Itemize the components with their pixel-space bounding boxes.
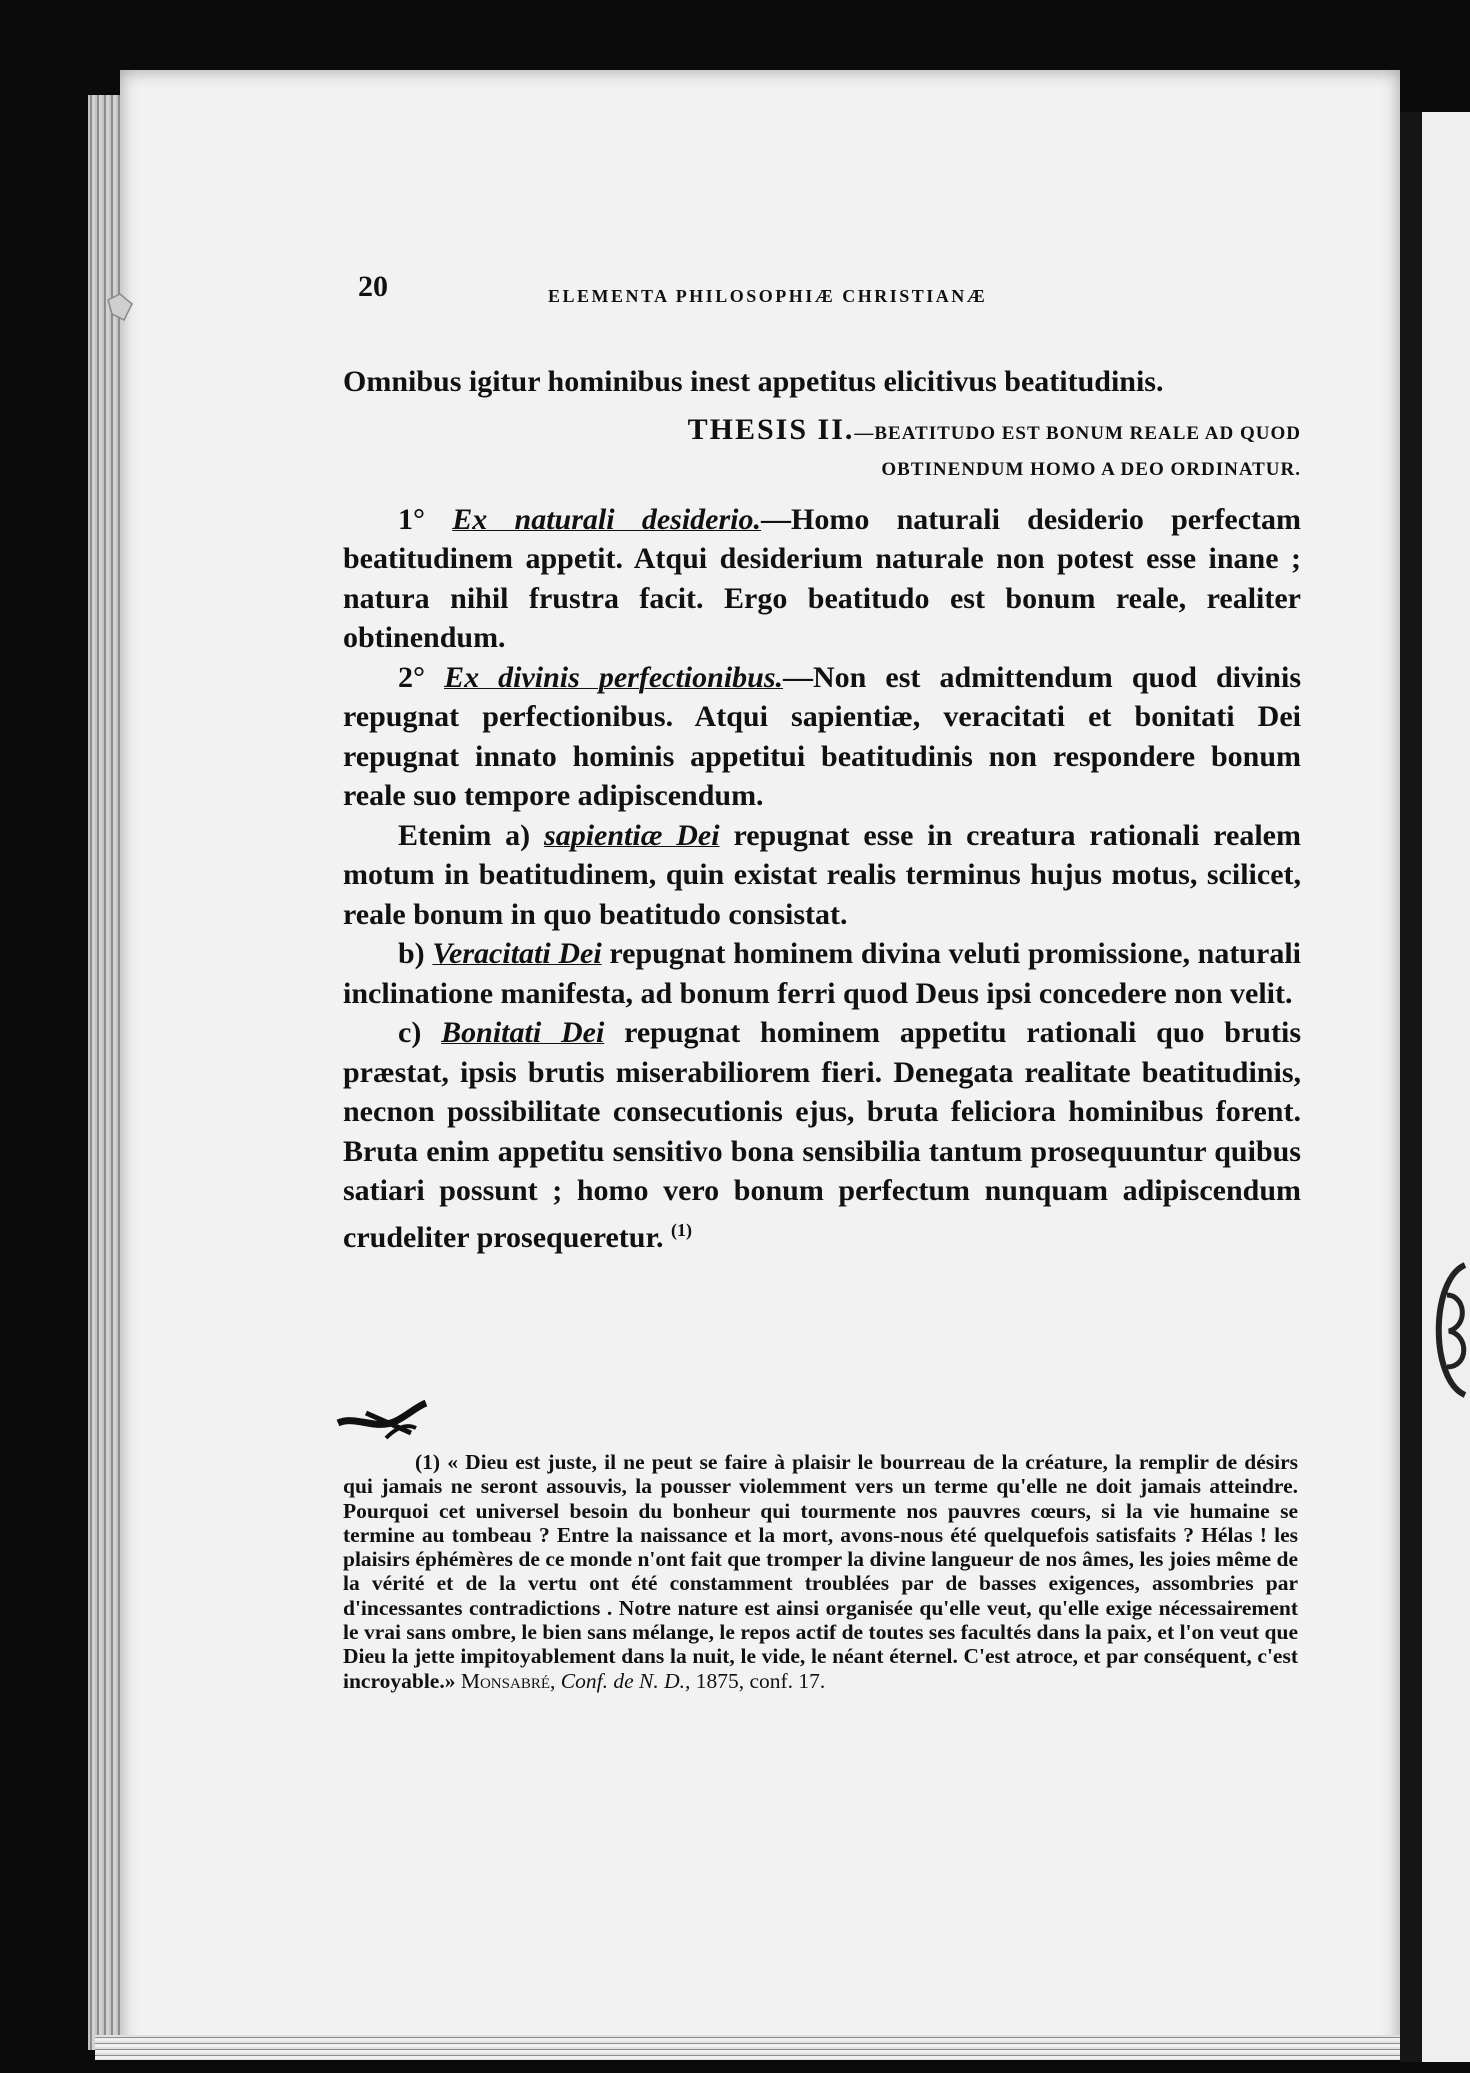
footnote-source-rest: 1875, conf. 17. xyxy=(695,1668,826,1693)
subargument-text-a: repugnat esse in creatura rationali realem motum in beatitudinem, quin existat realis terminus hujus motus, scilicet, reale bonum in quo beatitudo consistat. xyxy=(343,818,1301,931)
subargument-paragraph-c xyxy=(343,1013,1301,1257)
running-head xyxy=(343,270,1301,310)
running-title: ELEMENTA PHILOSOPHIÆ CHRISTIANÆ xyxy=(548,286,988,306)
footnote xyxy=(343,1450,1298,1693)
argument-number-2: 2° xyxy=(398,660,425,694)
scan-artifact-icon xyxy=(104,290,138,324)
facing-page-letter-fragment xyxy=(1425,1255,1470,1405)
argument-title-1: Ex naturali desiderio. xyxy=(452,502,761,536)
thesis-text-line2: OBTINENDUM HOMO A DEO ORDINATUR. xyxy=(881,458,1301,480)
subargument-title-b: Veracitati Dei xyxy=(432,937,602,970)
thesis-label: THESIS II. xyxy=(687,412,855,446)
argument-paragraph-2 xyxy=(343,658,1301,816)
subargument-lead-c: c) xyxy=(398,1016,422,1049)
subargument-paragraph-a xyxy=(343,816,1301,935)
intro-sentence: Omnibus igitur hominibus inest appetitus elicitivus beatitudinis. xyxy=(343,365,1164,398)
argument-text-2: —Non est admittendum quod divinis repugnat perfectionibus. Atqui sapientiæ, veracitati et bonitati Dei repugnat innato hominis appetitui beatitudinis non respondere bonum reale suo tempore adipiscendum. xyxy=(343,660,1301,812)
subargument-paragraph-b xyxy=(343,934,1301,1013)
subargument-lead-b: b) xyxy=(398,937,425,970)
subargument-lead-a: Etenim a) xyxy=(398,818,531,852)
footnote-reference[interactable]: (1) xyxy=(671,1219,693,1240)
thesis-heading xyxy=(343,412,1301,488)
facing-page-edge xyxy=(1422,112,1470,2062)
argument-number-1: 1° xyxy=(398,502,425,536)
bottom-page-edges xyxy=(95,2035,1405,2060)
footnote-source xyxy=(461,1669,825,1693)
thesis-text-line1: —BEATITUDO EST BONUM REALE AD QUOD xyxy=(854,422,1301,444)
footnote-marker: (1) xyxy=(415,1450,441,1474)
argument-paragraph-1 xyxy=(343,500,1301,658)
footnote-source-work: Conf. de N. D., xyxy=(560,1668,691,1693)
body-text xyxy=(343,362,1301,1257)
ink-scribble-icon xyxy=(336,1393,446,1453)
subargument-text-c: repugnat hominem appetitu rationali quo brutis præstat, ipsis brutis miserabiliorem fieri. Denegata realitate beatitudinis, necnon possibilitate consecutionis ejus, bruta feliciora hominibus forent. Bruta enim appetitu sensitivo bona sensibilia tantum prosequuntur quibus satiari possunt ; homo vero bonum perfectum nunquam adipiscendum crudeliter prosequeretur. xyxy=(343,1016,1301,1254)
gutter-shadow xyxy=(1400,112,1422,2062)
footnote-text: « Dieu est juste, il ne peut se faire à plaisir le bourreau de la créature, la remplir de désirs qui jamais ne seront assouvis, la pousser violemment vers un terme qu'elle ne doit jamais atteindre. Pourquoi cet universel besoin du bonheur qui tourmente nos pauvres cœurs, si la vie humaine se termine au tombeau ? Entre la naissance et la mort, avons-nous été quelquefois satisfaits ? Hélas ! les plaisirs éphémères de ce monde n'ont fait que tromper la divine langueur de nos âmes, les joies même de la vérité et de la vertu ont été constamment troublées par de basses exigences, assombries par d'incessantes contradictions . Notre nature est ainsi organisée qu'elle veut, qu'elle exige nécessairement le vrai sans ombre, le bien sans mélange, le repos actif de toutes ses facultés dans la paix, et l'on veut que Dieu la jette impitoyablement dans la nuit, le vide, le néant éternel. C'est atroce, et par conséquent, c'est incroyable.» xyxy=(343,1450,1299,1693)
subargument-text-b: repugnat hominem divina veluti promissione, naturali inclinatione manifesta, ad bonum ferri quod Deus ipsi concedere non velit. xyxy=(343,937,1301,1010)
argument-text-1: —Homo naturali desiderio perfectam beatitudinem appetit. Atqui desiderium naturale non potest esse inane ; natura nihil frustra facit. Ergo beatitudo est bonum reale, realiter obtinendum. xyxy=(343,502,1302,654)
footnote-source-author: Monsabré, xyxy=(460,1668,556,1693)
page-number: 20 xyxy=(358,270,388,303)
subargument-title-c: Bonitati Dei xyxy=(441,1016,605,1049)
subargument-title-a: sapientiæ Dei xyxy=(544,818,720,852)
argument-title-2: Ex divinis perfectionibus. xyxy=(444,660,784,694)
